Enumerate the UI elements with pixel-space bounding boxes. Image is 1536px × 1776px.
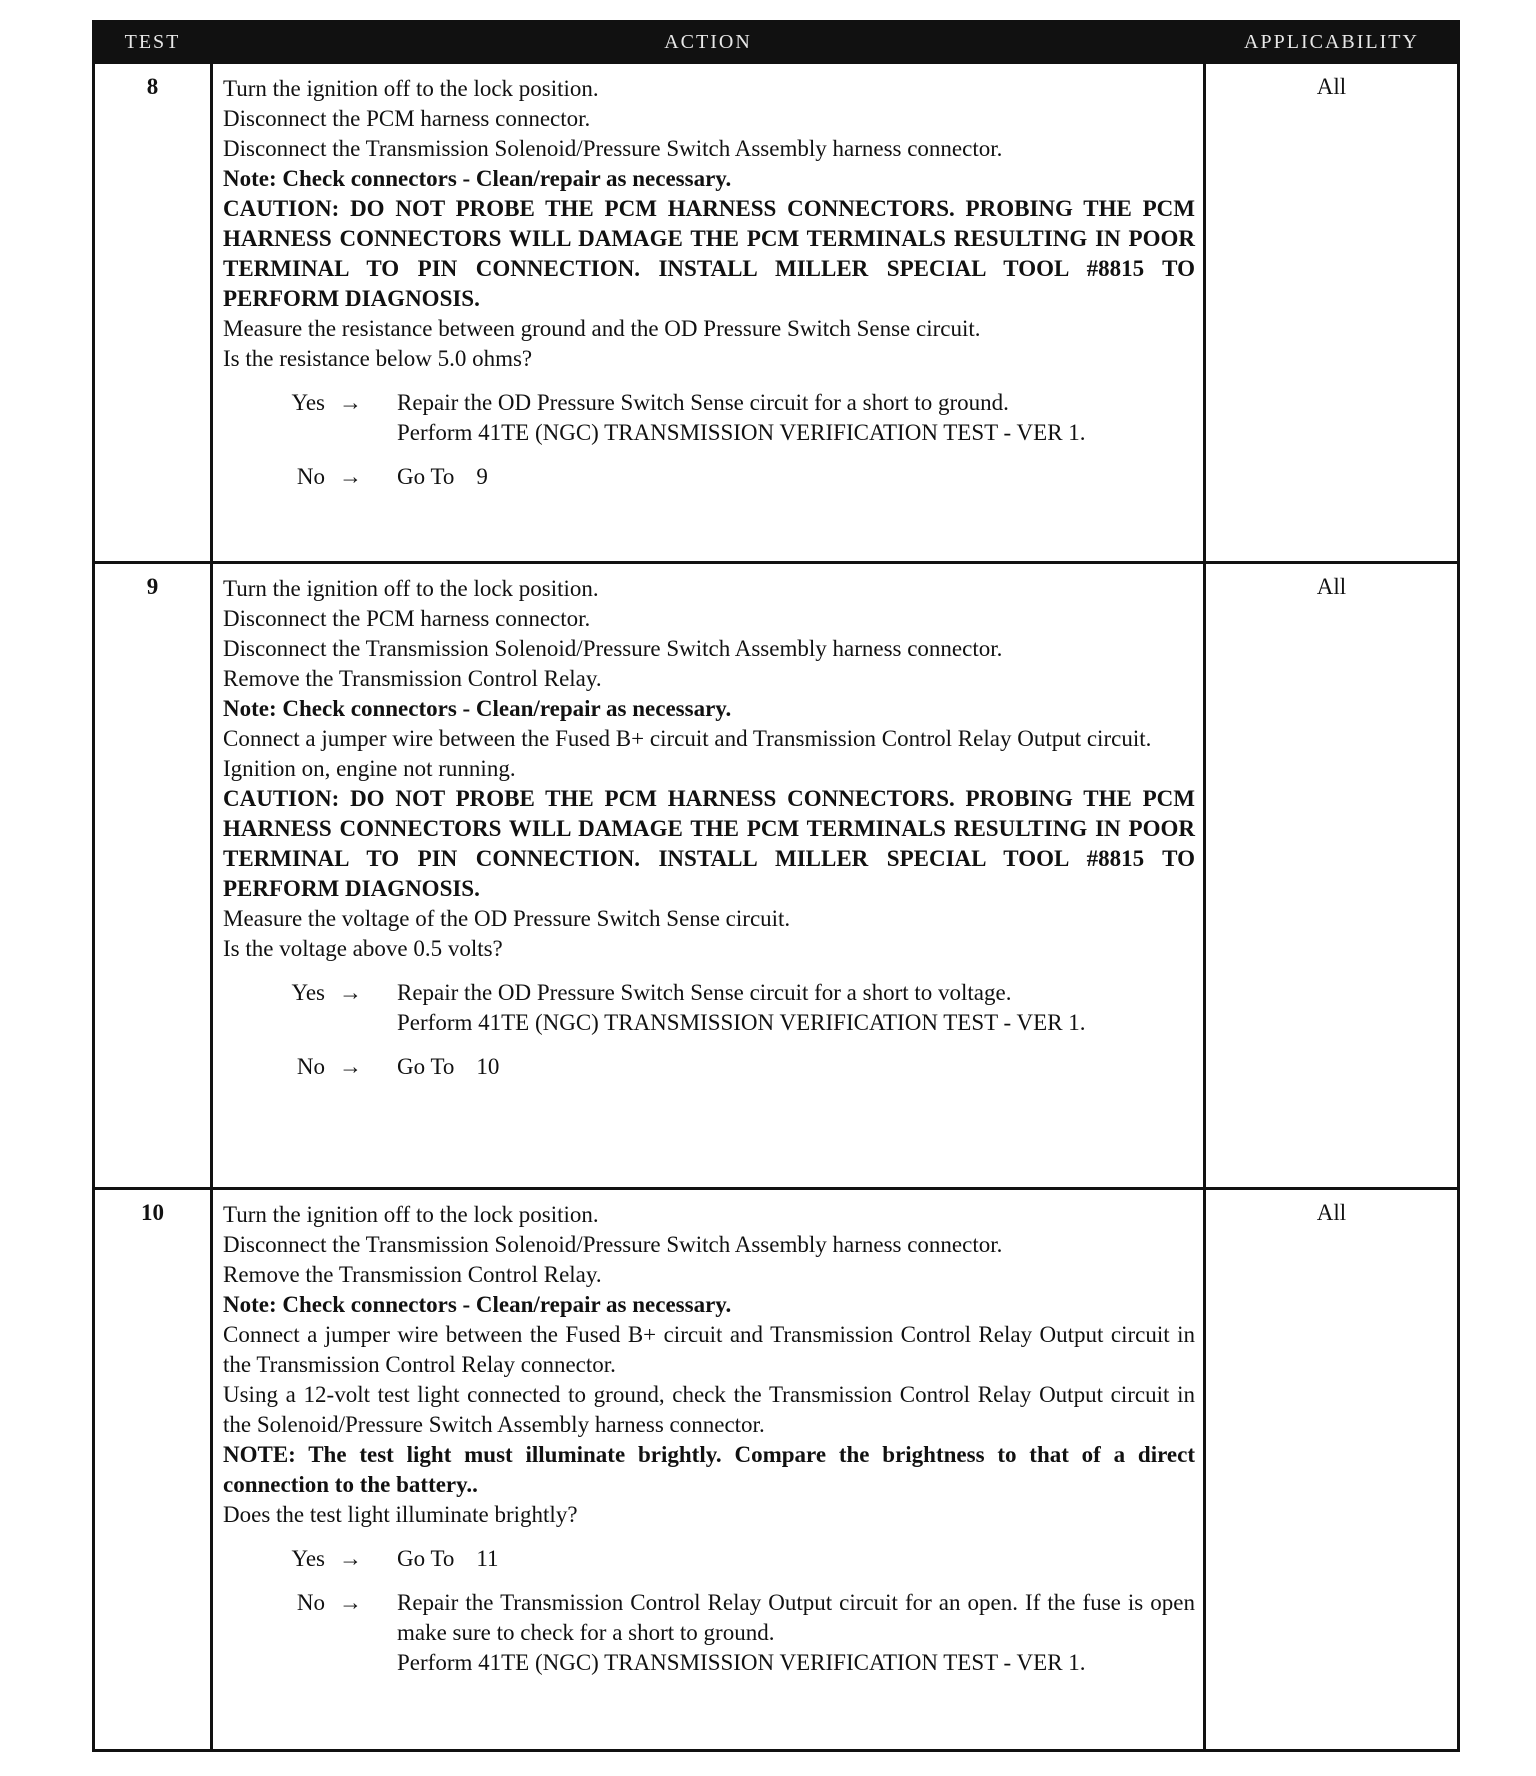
result-text: Perform 41TE (NGC) TRANSMISSION VERIFICATION TEST - VER 1. <box>397 1650 1086 1675</box>
applicability-value: All <box>1205 63 1459 563</box>
table-row <box>94 63 1459 563</box>
table-row <box>94 1189 1459 1751</box>
result-text: Repair the OD Pressure Switch Sense circuit for a short to voltage. <box>397 980 1012 1005</box>
step-text: Ignition on, engine not running. <box>223 756 516 781</box>
goto-text: Go To <box>397 1054 455 1079</box>
arrow-icon: → <box>339 464 362 489</box>
yes-label: Yes <box>291 390 325 415</box>
step-text: Using a 12-volt test light connected to ground, check the Transmission Control Relay Output circuit in the Solenoid/Pressure Switch Assembly harness connector. <box>223 1382 1195 1437</box>
result-text: Repair the Transmission Control Relay Output circuit for an open. If the fuse is open make sure to check for a short to ground. <box>397 1590 1195 1645</box>
yes-label: Yes <box>291 1546 325 1571</box>
goto-number: 9 <box>476 464 488 489</box>
result-text: Perform 41TE (NGC) TRANSMISSION VERIFICATION TEST - VER 1. <box>397 420 1086 445</box>
question-text: Does the test light illuminate brightly? <box>223 1502 578 1527</box>
arrow-icon: → <box>339 1054 362 1079</box>
goto-number: 11 <box>476 1546 499 1571</box>
test-number: 9 <box>94 563 212 1189</box>
goto-text: Go To <box>397 464 455 489</box>
question-text: Is the voltage above 0.5 volts? <box>223 936 503 961</box>
arrow-icon: → <box>339 390 362 415</box>
result-text: Repair the OD Pressure Switch Sense circuit for a short to ground. <box>397 390 1009 415</box>
no-label: No <box>296 1590 325 1615</box>
test-number: 10 <box>94 1189 212 1751</box>
no-result <box>223 1588 1195 1678</box>
header-action: ACTION <box>212 22 1205 63</box>
step-text: Measure the resistance between ground and the OD Pressure Switch Sense circuit. <box>223 316 981 341</box>
goto-text: Go To <box>397 1546 455 1571</box>
step-text: Disconnect the Transmission Solenoid/Pressure Switch Assembly harness connector. <box>223 636 1003 661</box>
goto-number: 10 <box>476 1054 500 1079</box>
caution-text: CAUTION: DO NOT PROBE THE PCM HARNESS CONNECTORS. PROBING THE PCM HARNESS CONNECTORS WILL DAMAGE THE PCM TERMINALS RESULTING IN POOR TERMINAL TO PIN CONNECTION. INSTALL MILLER SPECIAL TOOL #8815 TO PERFORM DIAGNOSIS. <box>223 196 1195 311</box>
step-text: Remove the Transmission Control Relay. <box>223 666 602 691</box>
applicability-value: All <box>1205 563 1459 1189</box>
step-text: Turn the ignition off to the lock position. <box>223 1202 599 1227</box>
applicability-value: All <box>1205 1189 1459 1751</box>
arrow-icon: → <box>339 1546 362 1571</box>
table-header-row <box>94 22 1459 63</box>
no-result <box>223 462 1195 492</box>
test-number: 8 <box>94 63 212 563</box>
header-applicability: APPLICABILITY <box>1205 22 1459 63</box>
step-text: Disconnect the Transmission Solenoid/Pressure Switch Assembly harness connector. <box>223 1232 1003 1257</box>
arrow-icon: → <box>339 980 362 1005</box>
step-text: Disconnect the PCM harness connector. <box>223 106 591 131</box>
diagnostic-table <box>92 20 1460 1752</box>
step-text: Turn the ignition off to the lock position. <box>223 576 599 601</box>
action-cell <box>212 1189 1205 1751</box>
step-text: Connect a jumper wire between the Fused B+ circuit and Transmission Control Relay Output circuit in the Transmission Control Relay connector. <box>223 1322 1195 1377</box>
header-test: TEST <box>94 22 212 63</box>
step-text: Disconnect the Transmission Solenoid/Pressure Switch Assembly harness connector. <box>223 136 1003 161</box>
yes-result <box>223 978 1195 1038</box>
result-text: Perform 41TE (NGC) TRANSMISSION VERIFICATION TEST - VER 1. <box>397 1010 1086 1035</box>
caution-text: CAUTION: DO NOT PROBE THE PCM HARNESS CONNECTORS. PROBING THE PCM HARNESS CONNECTORS WILL DAMAGE THE PCM TERMINALS RESULTING IN POOR TERMINAL TO PIN CONNECTION. INSTALL MILLER SPECIAL TOOL #8815 TO PERFORM DIAGNOSIS. <box>223 786 1195 901</box>
step-text: Connect a jumper wire between the Fused B+ circuit and Transmission Control Relay Output circuit. <box>223 726 1152 751</box>
no-label: No <box>296 1054 325 1079</box>
table-row <box>94 563 1459 1189</box>
yes-result <box>223 1544 1195 1574</box>
no-label: No <box>296 464 325 489</box>
step-text: Remove the Transmission Control Relay. <box>223 1262 602 1287</box>
note-text: Note: Check connectors - Clean/repair as necessary. <box>223 1292 732 1317</box>
yes-result <box>223 388 1195 448</box>
arrow-icon: → <box>339 1590 362 1615</box>
step-text: Disconnect the PCM harness connector. <box>223 606 591 631</box>
yes-label: Yes <box>291 980 325 1005</box>
note-text: Note: Check connectors - Clean/repair as necessary. <box>223 696 732 721</box>
step-text: Turn the ignition off to the lock position. <box>223 76 599 101</box>
action-cell <box>212 63 1205 563</box>
no-result <box>223 1052 1195 1082</box>
note-text: Note: Check connectors - Clean/repair as necessary. <box>223 166 732 191</box>
step-text: Measure the voltage of the OD Pressure Switch Sense circuit. <box>223 906 791 931</box>
note-text: NOTE: The test light must illuminate brightly. Compare the brightness to that of a direct connection to the battery.. <box>223 1442 1195 1497</box>
action-cell <box>212 563 1205 1189</box>
question-text: Is the resistance below 5.0 ohms? <box>223 346 533 371</box>
